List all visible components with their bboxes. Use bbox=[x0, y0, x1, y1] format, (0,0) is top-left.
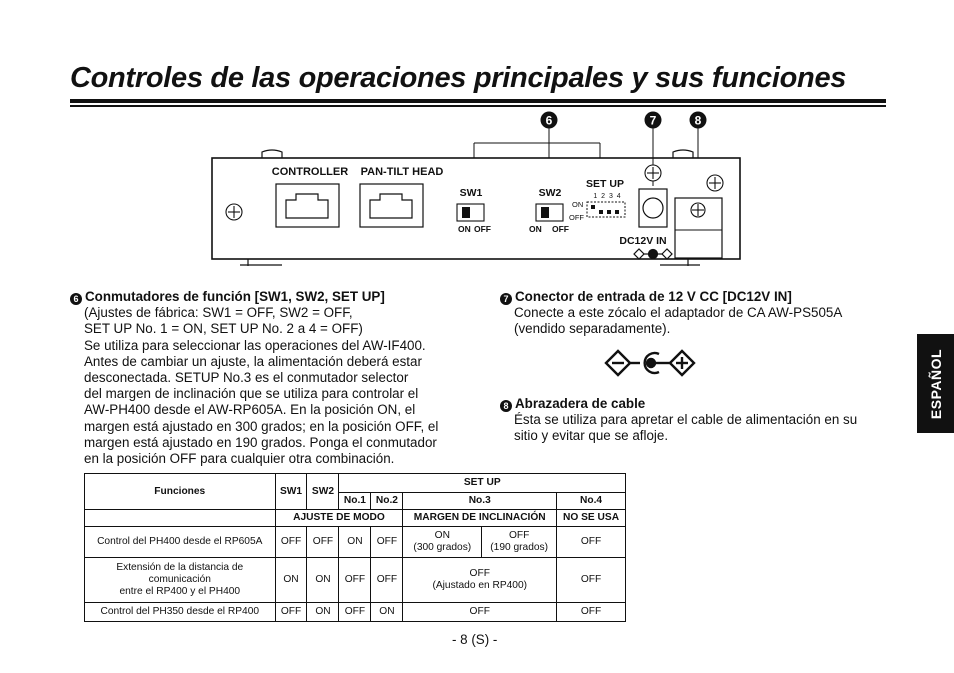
dc12v-label: DC12V IN bbox=[619, 235, 667, 247]
sw1-off-label: OFF bbox=[474, 224, 491, 234]
setup-on-label: ON bbox=[572, 200, 584, 209]
page-title: Controles de las operaciones principales y sus funciones bbox=[70, 62, 847, 94]
setup-label: SET UP bbox=[586, 178, 624, 190]
svg-text:7: 7 bbox=[649, 113, 657, 128]
page-number: - 8 (S) - bbox=[452, 632, 498, 647]
svg-text:6: 6 bbox=[545, 113, 553, 128]
controller-port-label: CONTROLLER bbox=[271, 166, 349, 178]
bullet-8: 8 bbox=[500, 400, 512, 412]
header-sw2: SW2 bbox=[307, 474, 339, 510]
polarity-icon-small bbox=[634, 249, 672, 259]
callout-7 bbox=[645, 112, 662, 129]
polarity-icon bbox=[604, 348, 698, 378]
header-no4: No.4 bbox=[557, 493, 626, 510]
header-nose: NO SE USA bbox=[557, 510, 626, 527]
setup-numbers: 1 2 3 4 bbox=[593, 193, 621, 200]
bullet-7: 7 bbox=[500, 293, 512, 305]
sw1-label: SW1 bbox=[459, 187, 483, 199]
language-tab bbox=[917, 334, 954, 433]
sw1-switch bbox=[457, 204, 484, 221]
section-8-body: Ésta se utiliza para apretar el cable de alimentación en su sitio y evitar que se afloje. bbox=[514, 412, 858, 444]
table-row: Control del PH400 desde el RP605A OFF OFF ON OFF ON (300 grados) OFF (190 grados) OFF bbox=[85, 527, 626, 558]
svg-text:8: 8 bbox=[694, 113, 702, 128]
screw-right bbox=[707, 175, 723, 191]
function-table bbox=[84, 473, 626, 622]
table-row: Control del PH350 desde el RP400 OFF ON OFF ON OFF OFF bbox=[85, 603, 626, 622]
controller-port bbox=[276, 184, 339, 227]
header-margen: MARGEN DE INCLINACIÓN bbox=[403, 510, 557, 527]
table-row: Extensión de la distancia de comunicación entre el RP400 y el PH400 ON ON OFF OFF OFF (Ajustado en RP400) OFF bbox=[85, 558, 626, 603]
sw2-switch bbox=[536, 204, 563, 221]
section-8-heading: 8 Abrazadera de cable bbox=[500, 396, 900, 412]
pantilt-port bbox=[360, 184, 423, 227]
section-7-heading: 7 Conector de entrada de 12 V CC [DC12V IN] bbox=[500, 289, 900, 305]
section-6-heading: 6 Conmutadores de función [SW1, SW2, SET UP] bbox=[70, 289, 470, 305]
sw2-off-label: OFF bbox=[552, 224, 569, 234]
section-6-body: (Ajustes de fábrica: SW1 = OFF, SW2 = OFF, SET UP No. 1 = ON, SET UP No. 2 a 4 = OFF) Se utiliza para seleccionar las operaciones del AW-IF400. Antes de cambiar un ajuste, la alimentación deberá estar desconectada. SETUP No.3 es el conmutador selector del margen de inclinación que se utiliza para controlar el AW-PH400 desde el AW-RP605A. En la posición ON, el margen está ajustado en 300 grados; en la posición OFF, el margen está ajustado en 190 grados. Ponga el conmutador en la posición OFF para cualquier otra combinación. bbox=[84, 305, 439, 467]
header-no3: No.3 bbox=[403, 493, 557, 510]
section-7-body: Conecte a este zócalo el adaptador de CA AW-PS505A (vendido separadamente). bbox=[514, 305, 843, 337]
cable-clamp bbox=[675, 198, 722, 258]
screw-left bbox=[226, 204, 242, 220]
setup-off-label: OFF bbox=[569, 213, 584, 222]
header-blank bbox=[85, 510, 276, 527]
header-sw1: SW1 bbox=[275, 474, 307, 510]
header-no2: No.2 bbox=[371, 493, 403, 510]
callout-6 bbox=[541, 112, 558, 129]
sw1-on-label: ON bbox=[458, 224, 471, 234]
title-rule-thick bbox=[70, 99, 886, 103]
section-6 bbox=[70, 289, 470, 467]
header-ajuste: AJUSTE DE MODO bbox=[275, 510, 403, 527]
header-funciones: Funciones bbox=[85, 474, 276, 510]
section-7 bbox=[500, 289, 900, 338]
bullet-6: 6 bbox=[70, 293, 82, 305]
header-no1: No.1 bbox=[339, 493, 371, 510]
callout-8 bbox=[690, 112, 707, 129]
section-8 bbox=[500, 396, 900, 445]
sw2-label: SW2 bbox=[538, 187, 562, 199]
rear-panel-diagram bbox=[200, 106, 760, 266]
sw2-on-label: ON bbox=[529, 224, 542, 234]
setup-dip-switch bbox=[587, 202, 625, 217]
pantilt-port-label: PAN-TILT HEAD bbox=[360, 166, 444, 178]
header-setup: SET UP bbox=[339, 474, 626, 493]
language-tab-label: ESPAÑOL bbox=[927, 348, 944, 419]
